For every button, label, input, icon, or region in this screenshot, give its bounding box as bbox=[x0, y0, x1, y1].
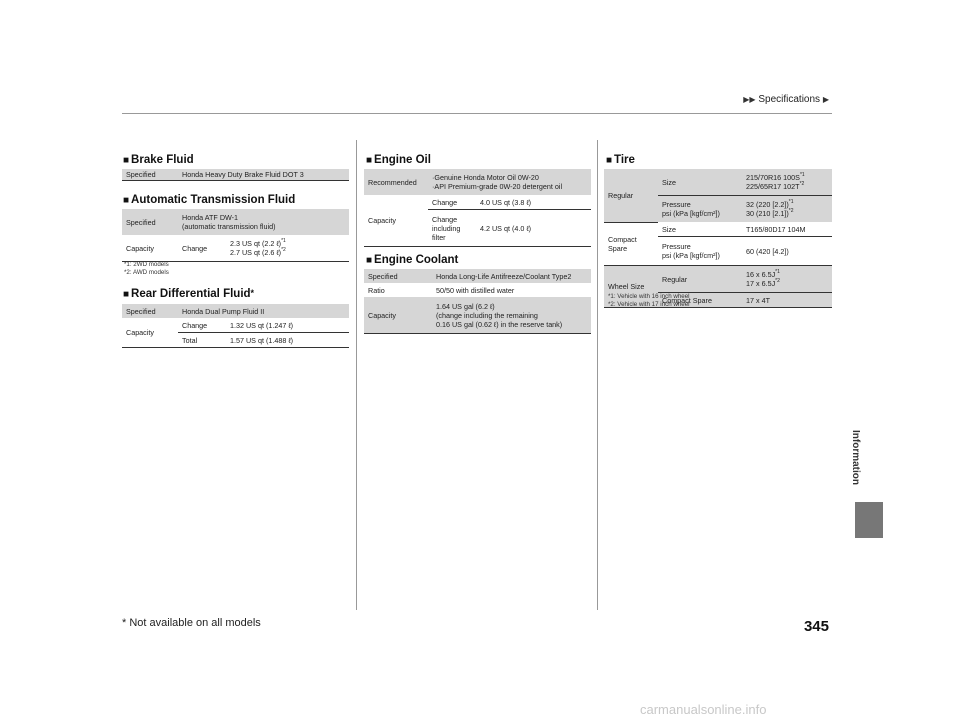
rear-diff-title: ■ Rear Differential Fluid* bbox=[123, 288, 255, 300]
compact-spare-label: Compact Spare bbox=[604, 222, 658, 266]
column-divider bbox=[356, 140, 357, 610]
breadcrumb bbox=[743, 94, 829, 105]
change-value: 2.3 US qt (2.2 ℓ)$^{*1}$ 2.7 US qt (2.6 ℓ)$^{*2}$ bbox=[226, 235, 349, 262]
total-label: Total bbox=[178, 333, 226, 348]
capacity-label: Capacity bbox=[122, 235, 178, 262]
triangle-right-icon: ▶ bbox=[822, 95, 829, 104]
compact-size-label: Size bbox=[658, 222, 742, 237]
specified-value: Honda Dual Pump Fluid II bbox=[178, 304, 349, 318]
ratio-label: Ratio bbox=[368, 285, 385, 295]
wheel-compact-value: 17 x 4T bbox=[742, 293, 832, 308]
tire-table bbox=[604, 169, 832, 308]
regular-pressure-value: 32 (220 [2.2])$^{*1}$ 30 (210 [2.1])$^{*2}$ bbox=[742, 196, 832, 223]
change-value: 4.0 US qt (3.8 ℓ) bbox=[476, 195, 591, 210]
specified-value: Honda Long-Life Antifreeze/Coolant Type2 bbox=[432, 269, 591, 283]
wheel-regular-value: 16 x $6.5J^{*1}$ 17 x $6.5J^{*2}$ bbox=[742, 266, 832, 293]
specified-label: Specified bbox=[364, 269, 432, 283]
change-filter-value: 4.2 US qt (4.0 ℓ) bbox=[476, 210, 591, 247]
change-label: Change bbox=[428, 195, 476, 210]
page-number: 345 bbox=[803, 618, 829, 635]
capacity-value: 1.64 US gal (6.2 ℓ) (change including the remaining 0.16 US gal (0.62 ℓ) in the reserve tank) bbox=[432, 297, 591, 334]
side-section-label: Information bbox=[850, 430, 861, 485]
square-bullet-icon: ■ bbox=[123, 155, 130, 166]
compact-pressure-label: Pressure psi (kPa [kgf/cm²]) bbox=[658, 237, 742, 266]
wheel-regular-label: Regular bbox=[658, 266, 742, 293]
regular-label: Regular bbox=[604, 169, 658, 222]
triangle-right-icon: ▶▶ bbox=[743, 95, 756, 104]
specified-value: Honda Heavy Duty Brake Fluid DOT 3 bbox=[178, 169, 349, 181]
change-label: Change bbox=[178, 235, 226, 262]
brake-fluid-title: ■ Brake Fluid bbox=[123, 154, 194, 166]
capacity-label: Capacity bbox=[364, 195, 428, 247]
square-bullet-icon: ■ bbox=[366, 155, 373, 166]
atf-table bbox=[122, 209, 349, 262]
engine-oil-title: ■ Engine Oil bbox=[366, 154, 431, 166]
specified-label: Specified bbox=[122, 169, 178, 181]
brake-fluid-table bbox=[122, 169, 349, 181]
recommended-value: ·Genuine Honda Motor Oil 0W-20 ·API Premium-grade 0W-20 detergent oil bbox=[428, 169, 591, 195]
specified-value: Honda ATF DW-1 (automatic transmission fluid) bbox=[178, 209, 349, 235]
tire-notes: *1: Vehicle with 16 inch wheel *2: Vehicle with 17 inch wheel bbox=[608, 293, 690, 308]
capacity-label: Capacity bbox=[364, 297, 432, 334]
specified-label: Specified bbox=[122, 209, 178, 235]
wheel-size-label: Wheel Size bbox=[604, 266, 658, 308]
specified-label: Specified bbox=[122, 304, 178, 318]
footnote: * Not available on all models bbox=[122, 617, 261, 629]
header-rule bbox=[122, 113, 832, 114]
compact-pressure-value: 60 (420 [4.2]) bbox=[742, 237, 832, 266]
capacity-label: Capacity bbox=[122, 318, 178, 348]
coolant-table bbox=[364, 269, 591, 334]
breadcrumb-label: Specifications bbox=[758, 94, 821, 105]
compact-size-value: T165/80D17 104M bbox=[742, 222, 832, 237]
square-bullet-icon: ■ bbox=[123, 289, 130, 300]
column-divider bbox=[597, 140, 598, 610]
atf-notes: *1: 2WD models *2: AWD models bbox=[124, 261, 169, 276]
engine-coolant-title: ■ Engine Coolant bbox=[366, 254, 459, 266]
square-bullet-icon: ■ bbox=[123, 195, 130, 206]
atf-title: ■ Automatic Transmission Fluid bbox=[123, 194, 296, 206]
side-section-tab bbox=[855, 502, 883, 538]
recommended-label: Recommended bbox=[364, 169, 428, 195]
change-value: 1.32 US qt (1.247 ℓ) bbox=[226, 318, 349, 333]
square-bullet-icon: ■ bbox=[366, 255, 373, 266]
wheel-compact-label: Compact Spare bbox=[658, 293, 742, 308]
pressure-label: Pressure psi (kPa [kgf/cm²]) bbox=[658, 196, 742, 223]
square-bullet-icon: ■ bbox=[606, 155, 613, 166]
change-label: Change bbox=[178, 318, 226, 333]
total-value: 1.57 US qt (1.488 ℓ) bbox=[226, 333, 349, 348]
ratio-value: 50/50 with distilled water bbox=[436, 285, 515, 295]
engine-oil-table bbox=[364, 169, 591, 247]
regular-size-value: 215/70R16 $100S^{*1}$ 225/65R17 $102T^{*2}$ bbox=[742, 169, 832, 196]
size-label: Size bbox=[658, 169, 742, 196]
watermark: carmanualsonline.info bbox=[640, 702, 767, 717]
tire-title: ■ Tire bbox=[606, 154, 635, 166]
change-filter-label: Change including filter bbox=[428, 210, 476, 247]
rear-diff-table bbox=[122, 304, 349, 348]
